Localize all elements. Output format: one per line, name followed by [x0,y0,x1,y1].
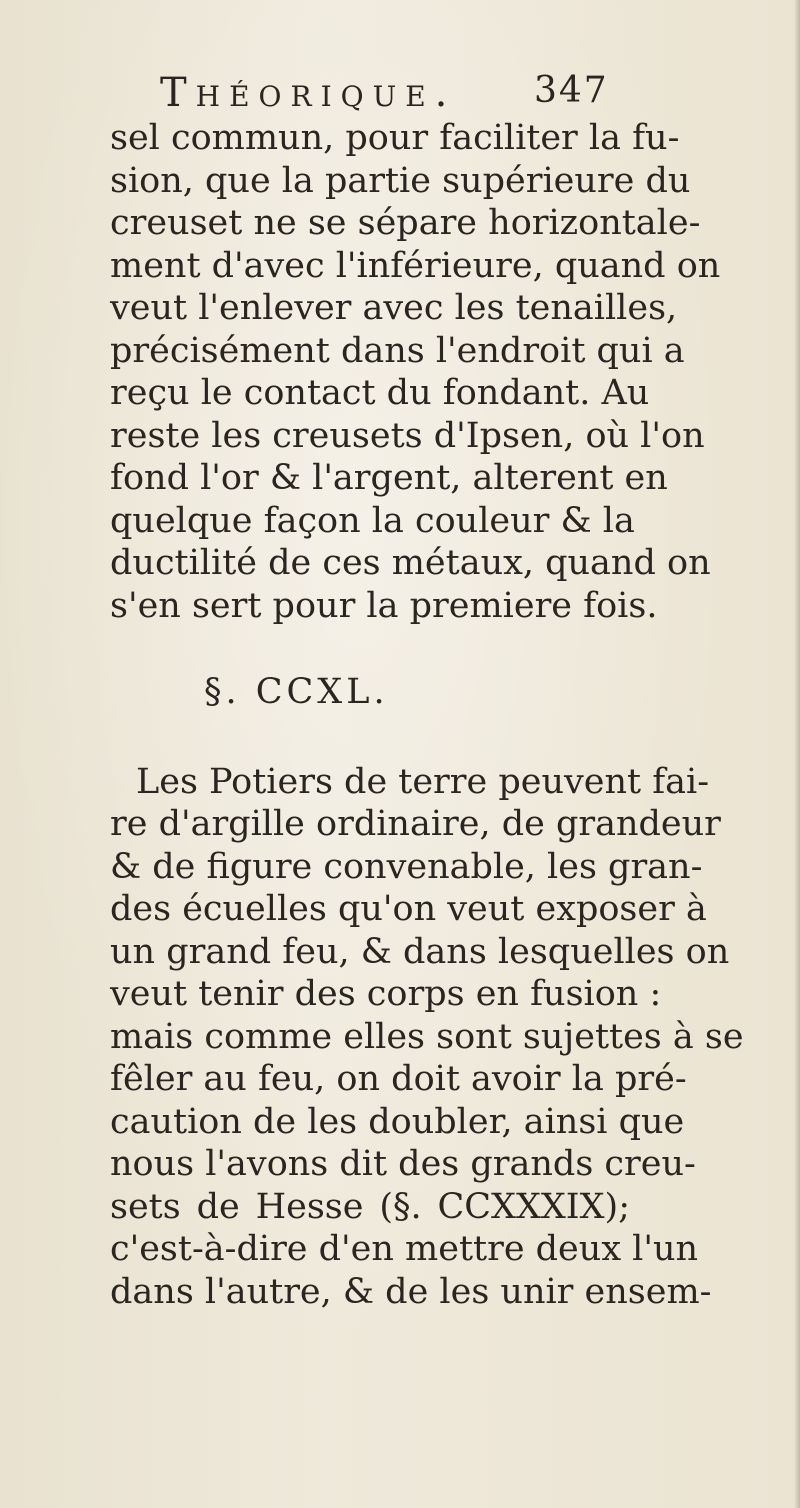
running-head: Théorique. [160,70,457,116]
text-line: veut l'enlever avec les tenailles, [110,288,678,328]
text-line: creuset ne se sépare horizontale- [110,203,701,243]
text-block [110,117,744,1313]
text-line: & de figure convenable, les gran- [110,846,703,887]
text-line: sets de Hesse (§. CCXXXIX); [110,1186,630,1227]
text-line: sion, que la partie supérieure du [110,160,691,201]
page-number: 347 [534,70,609,111]
text-line: fond l'or & l'argent, alterent en [110,458,668,498]
page-header [0,70,800,120]
text-line: ment d'avec l'inférieure, quand on [110,245,721,286]
text-line: quelque façon la couleur & la [110,500,635,541]
page-edge-shadow [794,0,800,1508]
text-line: c'est-à-dire d'en mettre deux l'un [110,1229,699,1269]
text-line: fêler au feu, on doit avoir la pré- [110,1059,687,1099]
text-line: sel commun, pour faciliter la fu- [110,118,680,158]
text-line: veut tenir des corps en fusion : [110,974,662,1014]
text-line: caution de les doubler, ainsi que [110,1101,685,1142]
paragraph-1 [110,117,721,627]
text-line: mais comme elles sont sujettes à se [110,1016,744,1057]
text-line: reçu le contact du fondant. Au [110,373,650,413]
text-line: un grand feu, & dans lesquelles on [110,931,730,972]
text-line: précisément dans l'endroit qui a [110,330,685,371]
text-line: ductilité de ces métaux, quand on [110,543,711,583]
text-line: des écuelles qu'on veut exposer à [110,889,707,929]
text-line: re d'argille ordinaire, de grandeur [110,804,721,844]
paragraph-2 [110,761,744,1314]
text-line: reste les creusets d'Ipsen, où l'on [110,415,705,456]
text-line: nous l'avons dit des grands creu- [110,1144,696,1184]
text-line: dans l'autre, & de les unir ensem- [110,1271,712,1312]
text-line: s'en sert pour la premiere fois. [110,585,658,626]
text-line: Les Potiers de terre peuvent fai- [136,761,710,802]
section-heading: §. CCXL. [204,672,389,712]
